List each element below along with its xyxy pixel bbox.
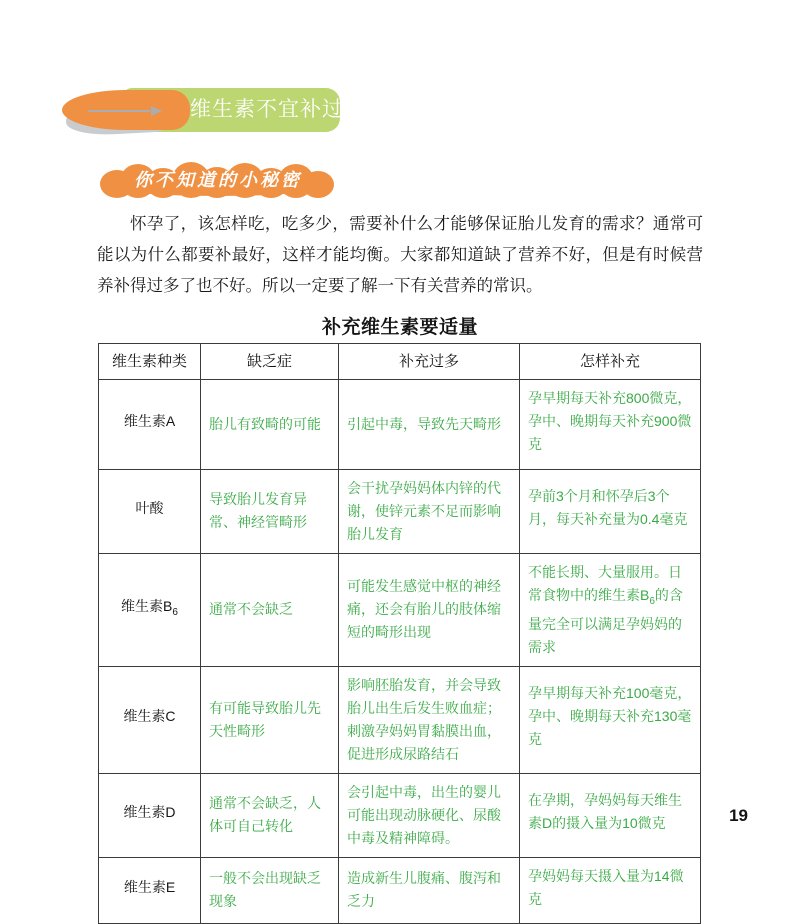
page-number: 19 xyxy=(729,806,748,825)
cell-howto: 不能长期、大量服用。日常食物中的维生素$B_6$的含量完全可以满足孕妈妈的需求 xyxy=(520,553,701,666)
cell-excess: 可能发生感觉中枢的神经痛，还会有胎儿的肢体缩短的畸形出现 xyxy=(339,553,520,666)
subscript: 6 xyxy=(649,595,655,607)
cell-deficiency: 通常不会缺乏，人体可自己转化 xyxy=(201,773,339,857)
section-banner xyxy=(62,88,366,134)
cell-vitamin-name: 维生素A xyxy=(99,380,201,470)
cell-vitamin-name: 维生素D xyxy=(99,773,201,857)
subtitle-text: 你不知道的小秘密 xyxy=(134,170,302,190)
vitamin-table xyxy=(98,343,701,924)
table-row xyxy=(99,857,701,924)
cell-vitamin-name: 维生素E xyxy=(99,857,201,924)
column-header-excess: 补充过多 xyxy=(339,344,520,380)
cell-excess: 会引起中毒，出生的婴儿可能出现动脉硬化、尿酸中毒及精神障碍。 xyxy=(339,773,520,857)
table-title: 补充维生素要适量 xyxy=(321,317,478,338)
cell-vitamin-name: 叶酸 xyxy=(99,469,201,553)
column-header-type: 维生素种类 xyxy=(99,344,201,380)
table-row xyxy=(99,773,701,857)
table-header-row xyxy=(99,344,701,380)
cell-excess: 会干扰孕妈妈体内锌的代谢，使锌元素不足而影响胎儿发育 xyxy=(339,469,520,553)
cell-vitamin-name: 维生素$B_6$ xyxy=(99,553,201,666)
cell-howto: 孕早期每天补充800微克，孕中、晚期每天补充900微克 xyxy=(520,380,701,470)
table-row xyxy=(99,666,701,773)
table-row xyxy=(99,469,701,553)
cell-excess: 影响胚胎发育，并会导致胎儿出生后发生败血症；刺激孕妈妈胃黏膜出血，促进形成尿路结石 xyxy=(339,666,520,773)
cell-excess: 造成新生儿腹痛、腹泻和乏力 xyxy=(339,857,520,924)
column-header-howto: 怎样补充 xyxy=(520,344,701,380)
body-paragraph: 怀孕了，该怎样吃，吃多少，需要补什么才能够保证胎儿发育的需求？通常可能以为什么都要补最好，这样才能均衡。大家都知道缺了营养不好，但是有时候营养补得过多了也不好。所以一定要了解一下有关营养的常识。 xyxy=(97,214,703,295)
cell-howto: 在孕期，孕妈妈每天维生素D的摄入量为10微克 xyxy=(520,773,701,857)
cell-howto: 孕前3个月和怀孕后3个月，每天补充量为0.4毫克 xyxy=(520,469,701,553)
cell-deficiency: 一般不会出现缺乏现象 xyxy=(201,857,339,924)
cell-howto: 孕早期每天补充100毫克，孕中、晚期每天补充130毫克 xyxy=(520,666,701,773)
cell-vitamin-name: 维生素C xyxy=(99,666,201,773)
table-row xyxy=(99,380,701,470)
right-arrow-icon xyxy=(88,106,162,116)
cell-deficiency: 有可能导致胎儿先天性畸形 xyxy=(201,666,339,773)
cell-deficiency: 胎儿有致畸的可能 xyxy=(201,380,339,470)
arrow-head xyxy=(151,106,162,116)
subtitle-cloud xyxy=(100,162,336,198)
arrow-shaft xyxy=(88,110,150,112)
subscript: 6 xyxy=(172,607,178,619)
table-row xyxy=(99,553,701,666)
cell-excess: 引起中毒，导致先天畸形 xyxy=(339,380,520,470)
cell-deficiency: 通常不会缺乏 xyxy=(201,553,339,666)
cell-deficiency: 导致胎儿发育异常、神经管畸形 xyxy=(201,469,339,553)
cell-howto: 孕妈妈每天摄入量为14微克 xyxy=(520,857,701,924)
section-title: 维生素不宜补过量 xyxy=(190,98,366,121)
column-header-deficiency: 缺乏症 xyxy=(201,344,339,380)
